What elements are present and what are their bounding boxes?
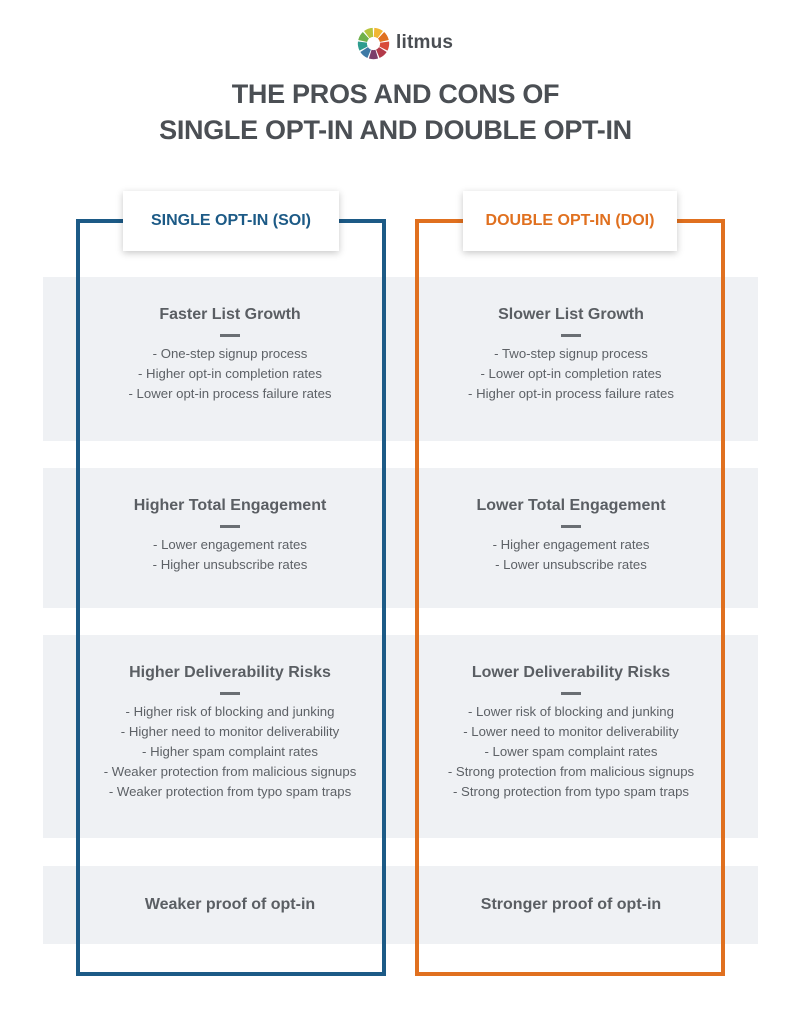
list-item: - Higher unsubscribe rates <box>152 557 308 572</box>
list-item: - Higher spam complaint rates <box>142 744 318 759</box>
list-item: - Lower opt-in completion rates <box>480 366 662 381</box>
doi-row-3 <box>401 663 741 802</box>
soi-row-1 <box>60 305 400 404</box>
list-item: - Two-step signup process <box>494 346 648 361</box>
divider-dash <box>561 334 581 337</box>
list-item: - Lower opt-in process failure rates <box>128 386 332 401</box>
wheel-segment <box>369 49 378 58</box>
page-title <box>0 76 791 148</box>
divider-dash <box>561 692 581 695</box>
litmus-logo <box>357 26 453 60</box>
cell-title: Higher Total Engagement <box>133 497 327 514</box>
divider-dash <box>561 525 581 528</box>
list-item: - Lower need to monitor deliverability <box>463 724 679 739</box>
doi-row-2 <box>401 496 741 575</box>
soi-row-2 <box>60 496 400 575</box>
list-item: - Lower risk of blocking and junking <box>468 704 674 719</box>
title-line-2: SINGLE OPT-IN AND DOUBLE OPT-IN <box>159 115 632 145</box>
title-line-1: THE PROS AND CONS OF <box>231 79 560 109</box>
cell-title: Faster List Growth <box>159 306 301 323</box>
list-item: - Higher opt-in completion rates <box>138 366 322 381</box>
cell-title: Stronger proof of opt-in <box>480 896 662 913</box>
doi-row-4 <box>401 895 741 915</box>
list-item: - Lower engagement rates <box>153 537 307 552</box>
cell-title: Slower List Growth <box>498 306 644 323</box>
list-item: - Higher opt-in process failure rates <box>468 386 674 401</box>
doi-row-1 <box>401 305 741 404</box>
list-item: - Lower unsubscribe rates <box>495 557 647 572</box>
list-item: - Weaker protection from malicious signups <box>103 764 357 779</box>
cell-title: Weaker proof of opt-in <box>144 896 316 913</box>
cell-title: Higher Deliverability Risks <box>129 664 331 681</box>
soi-row-4 <box>60 895 400 915</box>
color-wheel-icon <box>357 27 390 60</box>
divider-dash <box>220 692 240 695</box>
list-item: - Weaker protection from typo spam traps <box>108 784 352 799</box>
doi-column-header: DOUBLE OPT-IN (DOI) <box>463 191 677 251</box>
list-item: - Higher risk of blocking and junking <box>125 704 335 719</box>
soi-row-3 <box>60 663 400 802</box>
soi-column-header: SINGLE OPT-IN (SOI) <box>123 191 339 251</box>
list-item: - Higher need to monitor deliverability <box>120 724 340 739</box>
divider-dash <box>220 334 240 337</box>
logo-text: litmus <box>396 32 454 53</box>
list-item: - Strong protection from typo spam traps <box>452 784 689 799</box>
cell-title: Lower Deliverability Risks <box>471 664 671 681</box>
list-item: - Higher engagement rates <box>492 537 650 552</box>
list-item: - One-step signup process <box>152 346 308 361</box>
cell-title: Lower Total Engagement <box>476 497 666 514</box>
list-item: - Strong protection from malicious signups <box>447 764 695 779</box>
list-item: - Lower spam complaint rates <box>484 744 658 759</box>
divider-dash <box>220 525 240 528</box>
